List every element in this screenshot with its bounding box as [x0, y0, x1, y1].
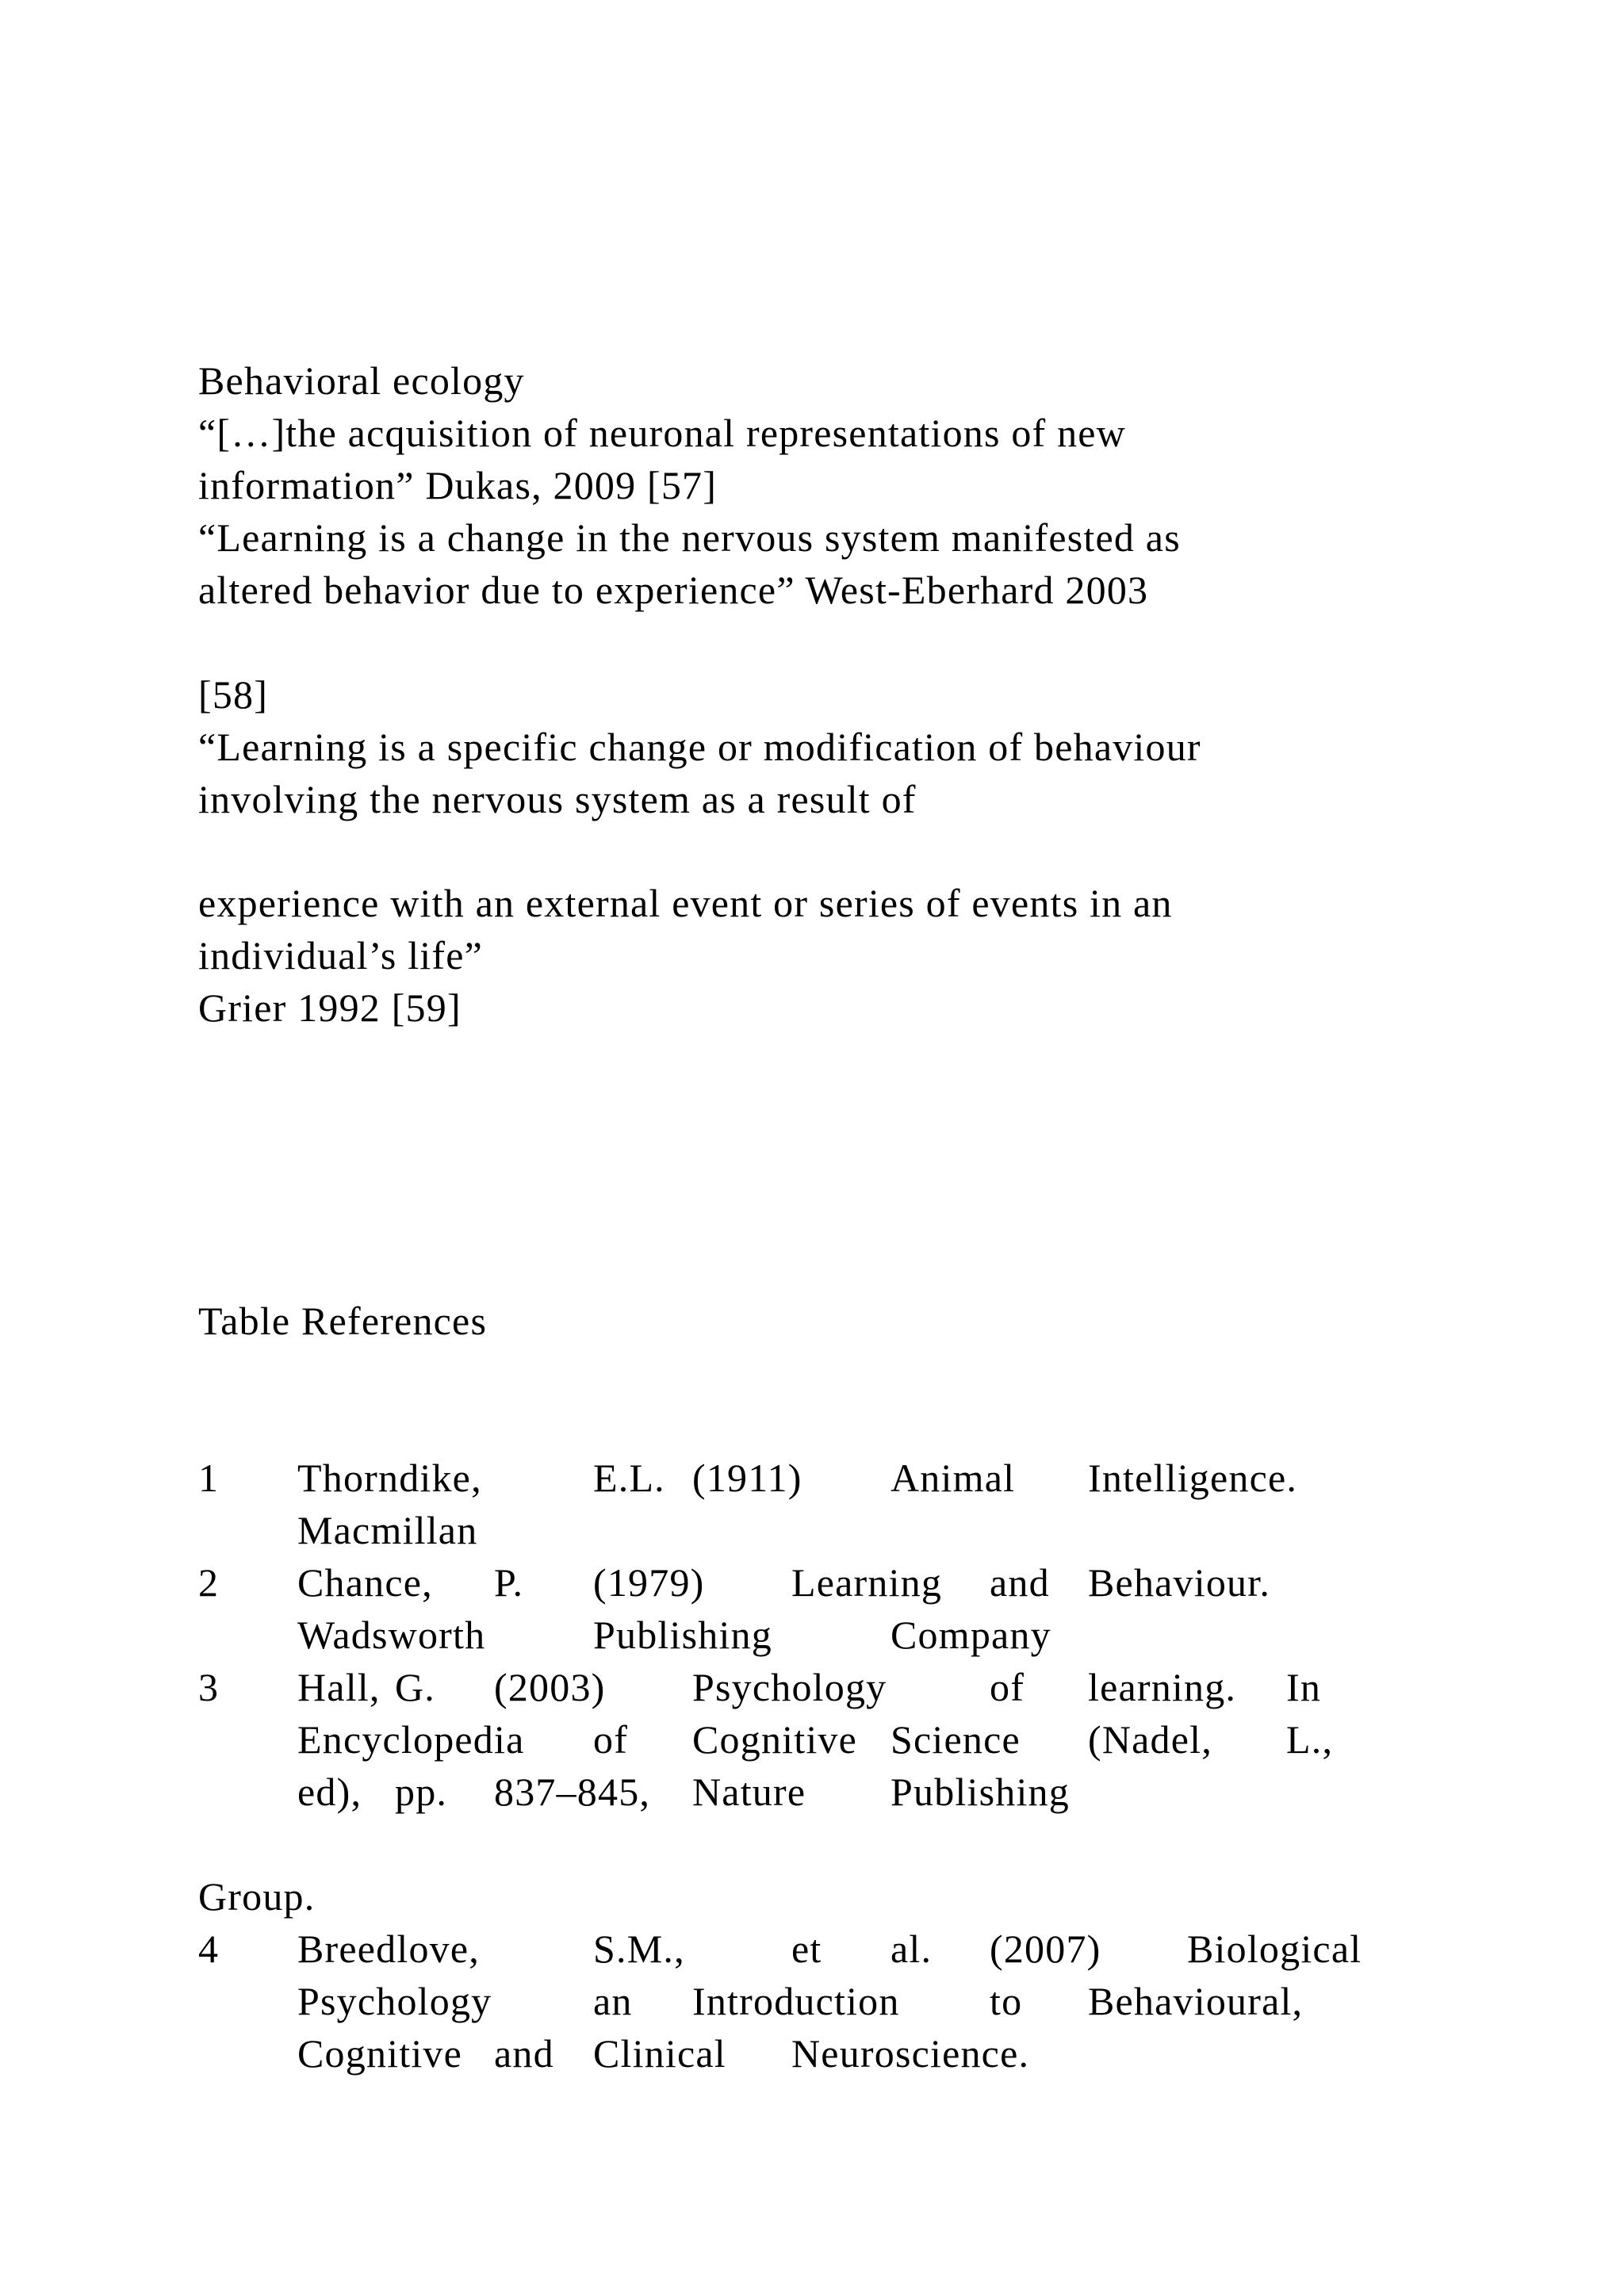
reference-text: et — [791, 1927, 822, 1971]
reference-number: 2 — [198, 1560, 218, 1605]
reference-text: In — [1286, 1665, 1322, 1709]
reference-text: Intelligence. — [1088, 1456, 1298, 1500]
reference-text: Breedlove, — [297, 1927, 480, 1971]
reference-text: Psychology — [692, 1665, 887, 1709]
reference-text: Wadsworth — [297, 1613, 486, 1657]
reference-text: Chance, — [297, 1560, 433, 1605]
quote-line: [58] — [198, 672, 269, 717]
reference-text: (Nadel, — [1088, 1717, 1212, 1762]
reference-text: P. — [494, 1560, 524, 1605]
reference-text: Cognitive — [297, 2031, 463, 2076]
reference-text: Company — [891, 1613, 1051, 1657]
reference-text: Macmillan — [297, 1508, 478, 1552]
quote-line: “Learning is a specific change or modification of behaviour — [198, 725, 1201, 769]
reference-text: ed), — [297, 1770, 362, 1814]
quote-line: altered behavior due to experience” West-Eberhard 2003 — [198, 568, 1149, 612]
reference-text: Science — [891, 1717, 1021, 1762]
reference-text: and — [494, 2031, 554, 2076]
reference-text: Publishing — [593, 1613, 772, 1657]
reference-text: to — [990, 1979, 1023, 2023]
reference-text: of — [990, 1665, 1025, 1709]
reference-text: L., — [1286, 1717, 1334, 1762]
quote-line: experience with an external event or series of events in an — [198, 881, 1173, 925]
reference-text: E.L. — [593, 1456, 665, 1500]
quote-line: “Learning is a change in the nervous system manifested as — [198, 515, 1181, 560]
citation-line: Grier 1992 [59] — [198, 985, 462, 1030]
reference-text: Encyclopedia — [297, 1717, 525, 1762]
reference-text: (2003) — [494, 1665, 606, 1709]
reference-text: G. — [395, 1665, 436, 1709]
reference-text: Hall, — [297, 1665, 381, 1709]
reference-text: (1979) — [593, 1560, 705, 1605]
reference-text: an — [593, 1979, 633, 2023]
reference-text: Thorndike, — [297, 1456, 482, 1500]
reference-text: 837–845, — [494, 1770, 651, 1814]
reference-number: 3 — [198, 1665, 218, 1709]
reference-text: Neuroscience. — [791, 2031, 1030, 2076]
reference-text: (1911) — [692, 1456, 802, 1500]
reference-text: pp. — [395, 1770, 448, 1814]
reference-text: of — [593, 1717, 629, 1762]
reference-continuation: Group. — [198, 1874, 316, 1919]
reference-text: Biological — [1187, 1927, 1362, 1971]
reference-text: al. — [891, 1927, 933, 1971]
reference-text: Animal — [891, 1456, 1016, 1500]
reference-text: Nature — [692, 1770, 806, 1814]
reference-text: Publishing — [891, 1770, 1070, 1814]
reference-text: Learning — [791, 1560, 943, 1605]
reference-text: learning. — [1088, 1665, 1237, 1709]
reference-text: (2007) — [990, 1927, 1101, 1971]
section-heading: Behavioral ecology — [198, 358, 525, 403]
references-heading: Table References — [198, 1299, 488, 1343]
reference-text: Introduction — [692, 1979, 900, 2023]
reference-text: Behavioural, — [1088, 1979, 1304, 2023]
reference-text: and — [990, 1560, 1050, 1605]
quote-line: “[…]the acquisition of neuronal representations of new — [198, 411, 1126, 455]
reference-text: Psychology — [297, 1979, 492, 2023]
reference-text: Cognitive — [692, 1717, 858, 1762]
reference-number: 4 — [198, 1927, 218, 1971]
reference-text: Clinical — [593, 2031, 726, 2076]
quote-line: individual’s life” — [198, 933, 484, 978]
quote-line: information” Dukas, 2009 [57] — [198, 463, 718, 507]
reference-number: 1 — [198, 1456, 218, 1500]
reference-text: S.M., — [593, 1927, 685, 1971]
quote-line: involving the nervous system as a result of — [198, 777, 917, 821]
reference-text: Behaviour. — [1088, 1560, 1271, 1605]
